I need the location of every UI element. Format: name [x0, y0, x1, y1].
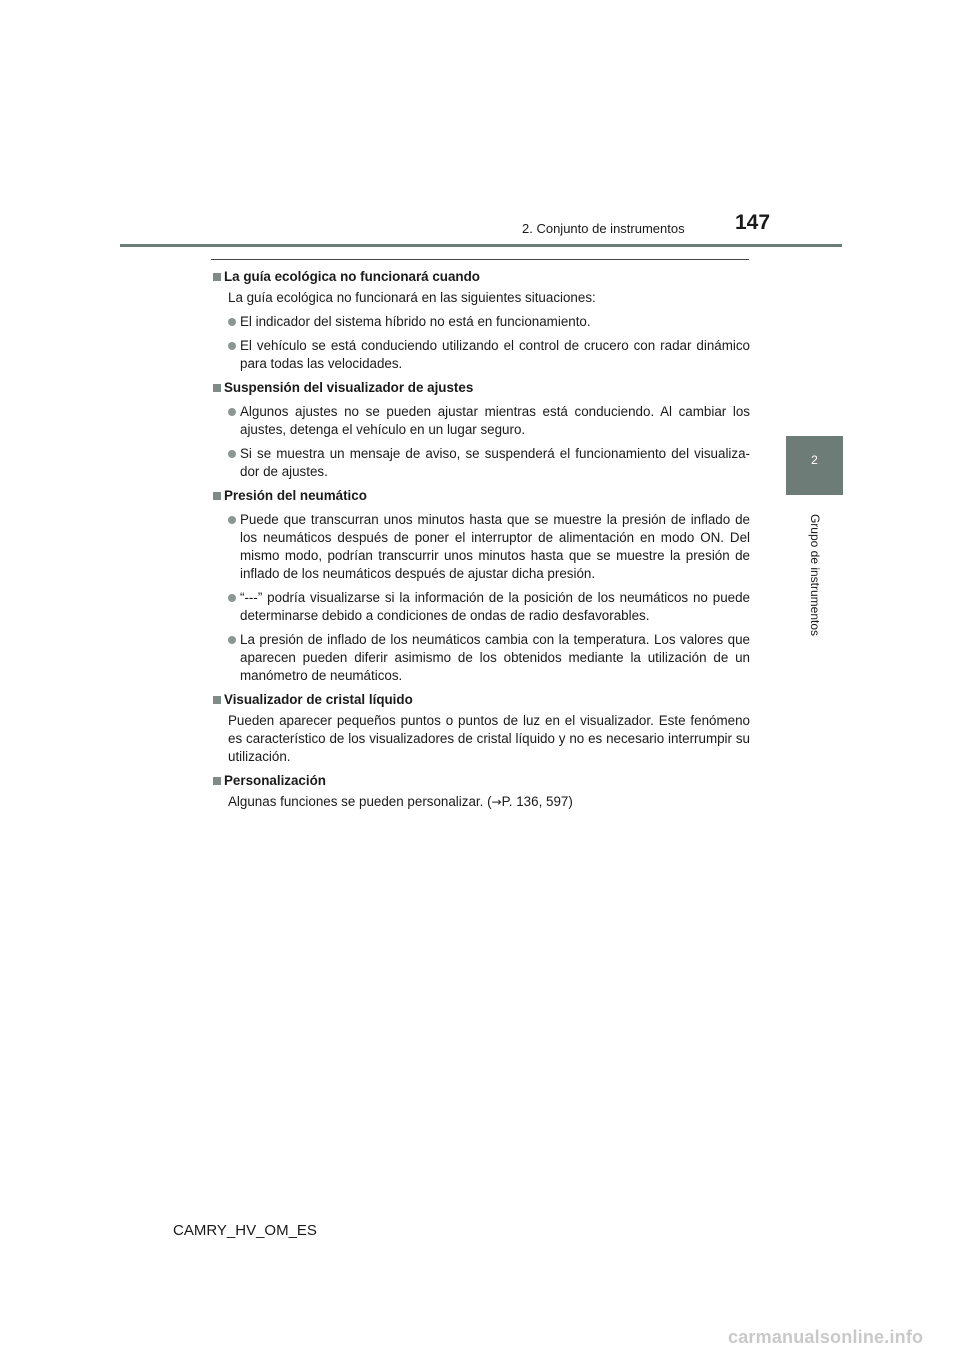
paragraph-prefix: Algunas funciones se pueden personalizar. (: [228, 794, 492, 809]
list-item: [212, 337, 750, 373]
side-tab: [786, 436, 843, 495]
section-title: [212, 691, 750, 709]
side-tab-label-text: Grupo de instrumentos: [808, 513, 822, 637]
list-item-text: El vehículo se está conduciendo utilizando el control de crucero con radar dinámico para todas las velocidades.: [240, 338, 750, 371]
list-item-text: Algunos ajustes no se pueden ajustar mientras está conduciendo. Al cambiar los ajustes, detenga el vehículo en un lugar seguro.: [240, 404, 750, 437]
square-bullet-icon: [213, 777, 221, 785]
list-item-text: Puede que transcurran unos minutos hasta que se muestre la presión de inflado de los neumáticos después de poner el interruptor de alimentación en modo ON. Del mismo modo, podrían transcurrir unos minutos hasta que se muestre la presión de inflado de los neumáticos después de ajustar dicha presión.: [240, 512, 750, 581]
round-bullet-icon: [228, 594, 236, 602]
list-item-text: El indicador del sistema híbrido no está en funcionamiento.: [240, 314, 591, 329]
section-title-text: La guía ecológica no funcionará cuando: [224, 269, 480, 284]
section-title: [212, 379, 750, 397]
list-item-text: “---” podría visualizarse si la información de la posición de los neumáticos no puede determinarse debido a condiciones de ondas de radio desfavorables.: [240, 590, 750, 623]
section-title-text: Presión del neumático: [224, 488, 367, 503]
section-title-text: Visualizador de cristal líquido: [224, 692, 413, 707]
page-reference-link[interactable]: P. 136, 597): [501, 794, 573, 809]
list-item: [212, 589, 750, 625]
section-paragraph: [212, 793, 750, 811]
round-bullet-icon: [228, 636, 236, 644]
section-title: [212, 268, 750, 286]
round-bullet-icon: [228, 318, 236, 326]
square-bullet-icon: [213, 492, 221, 500]
footer-doc-code: CAMRY_HV_OM_ES: [173, 1222, 317, 1239]
list-item: [212, 445, 750, 481]
round-bullet-icon: [228, 450, 236, 458]
list-item: [212, 511, 750, 583]
round-bullet-icon: [228, 342, 236, 350]
section-title: [212, 487, 750, 505]
header-rule: [120, 244, 842, 247]
round-bullet-icon: [228, 408, 236, 416]
square-bullet-icon: [213, 696, 221, 704]
list-item-text: Si se muestra un mensaje de aviso, se suspenderá el funcionamiento del visualiza-dor de ajustes.: [240, 446, 750, 479]
side-tab-label: [806, 505, 824, 645]
watermark: carmanualsonline.info: [728, 1327, 924, 1347]
page-number: 147: [735, 211, 771, 234]
section-paragraph: Pueden aparecer pequeños puntos o puntos de luz en el visualizador. Este fenómeno es característico de los visualizadores de cristal líquido y no es necesario interrumpir su utilización.: [228, 713, 750, 764]
side-tab-number: 2: [811, 453, 818, 467]
arrow-right-icon: →: [491, 795, 502, 809]
section-title-text: Personalización: [224, 773, 326, 788]
list-item: [212, 313, 750, 331]
section-title: [212, 772, 750, 790]
header-section-title: 2. Conjunto de instrumentos: [522, 221, 685, 236]
content: [212, 268, 750, 811]
list-item: [212, 631, 750, 685]
list-item-text: La presión de inflado de los neumáticos cambia con la temperatura. Los valores que aparecen pueden diferir asimismo de los obtenidos mediante la utilización de un manómetro de neumáticos.: [240, 632, 750, 683]
square-bullet-icon: [213, 273, 221, 281]
content-top-rule: [211, 259, 749, 260]
square-bullet-icon: [213, 384, 221, 392]
section-title-text: Suspensión del visualizador de ajustes: [224, 380, 474, 395]
round-bullet-icon: [228, 516, 236, 524]
list-item: [212, 403, 750, 439]
section-paragraph: La guía ecológica no funcionará en las siguientes situaciones:: [228, 290, 596, 305]
